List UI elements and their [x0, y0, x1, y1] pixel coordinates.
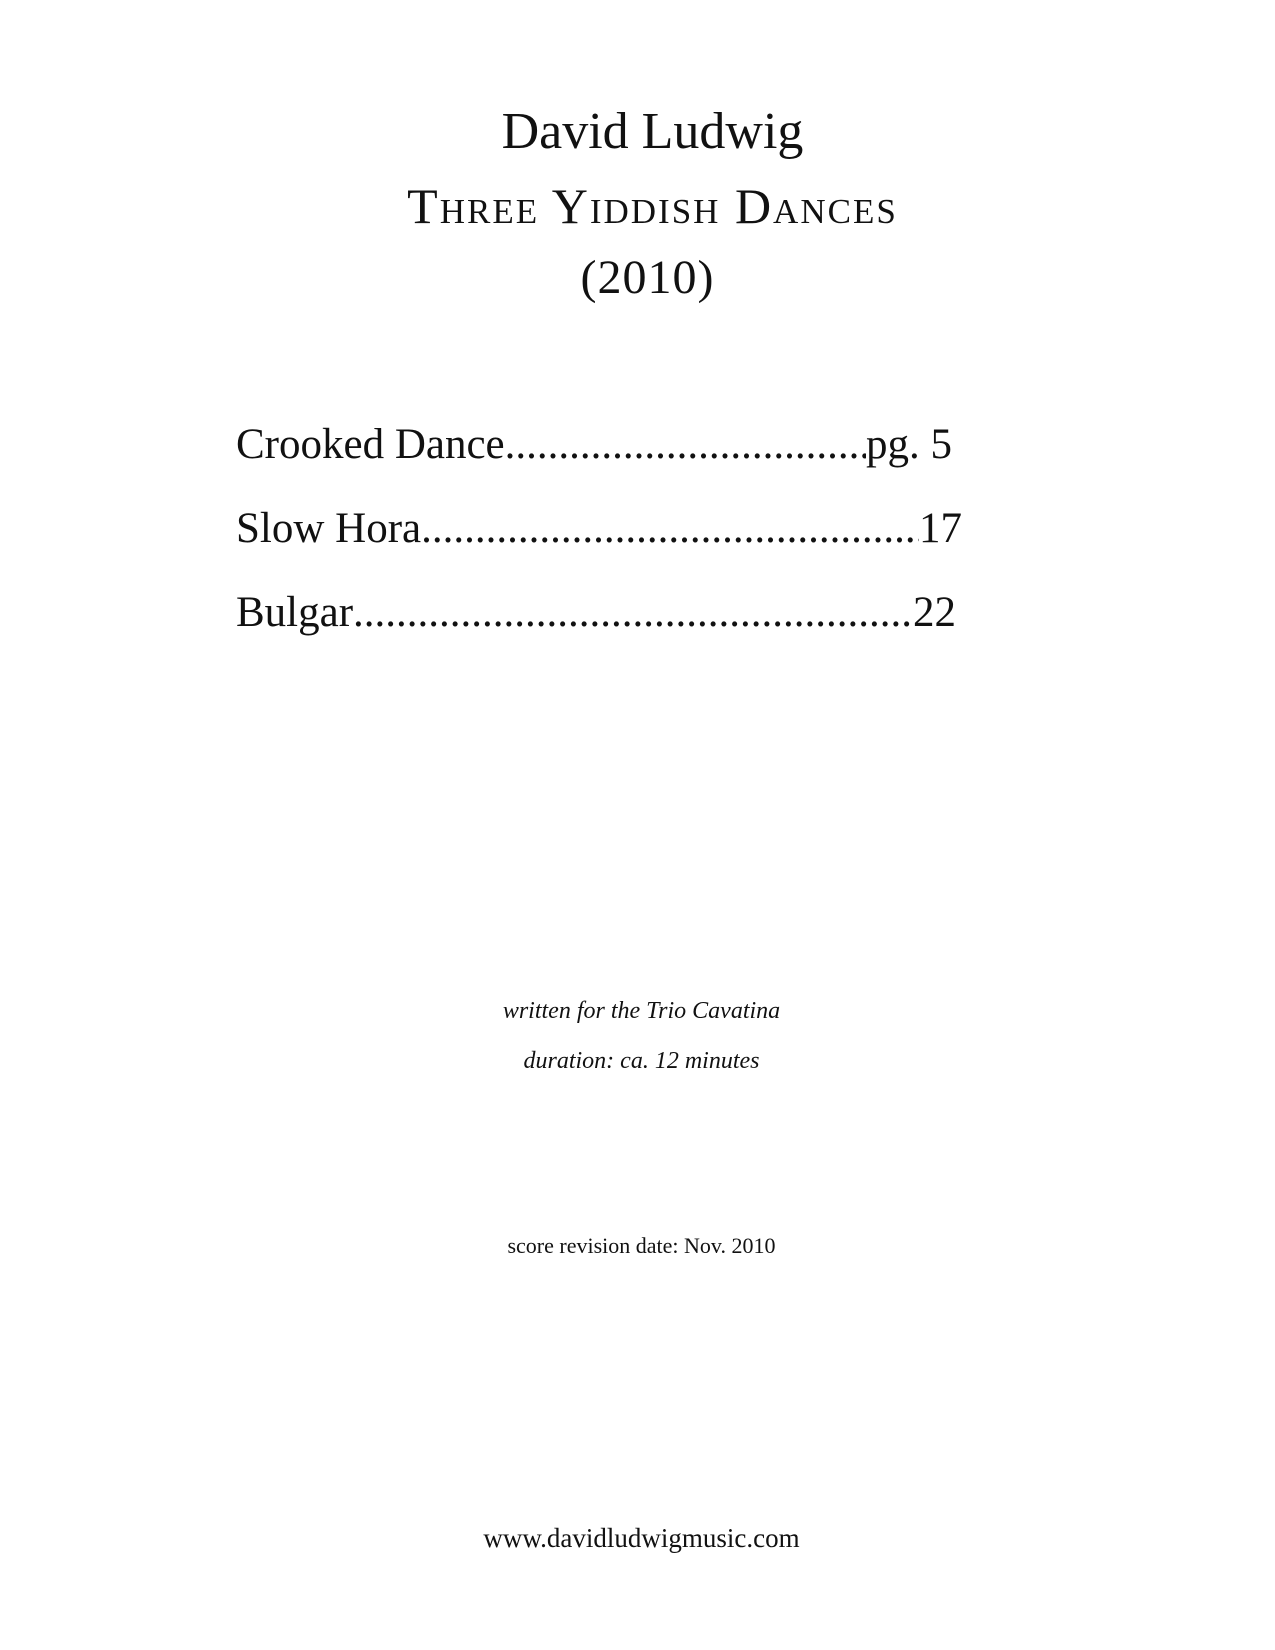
work-title: Three Yiddish Dances	[407, 178, 898, 234]
table-of-contents	[236, 420, 962, 672]
revision-date: score revision date: Nov. 2010	[507, 1233, 776, 1258]
toc-entry-label: Bulgar	[236, 589, 354, 636]
duration-line: duration: ca. 12 minutes	[523, 1048, 760, 1074]
composition-year: (2010)	[580, 251, 715, 304]
toc-entry-crooked-dance	[236, 420, 952, 504]
toc-entry-bulgar	[236, 588, 956, 672]
toc-dot-leader	[505, 420, 866, 470]
toc-entry-page: 17	[919, 505, 962, 552]
toc-entry-label: Slow Hora	[236, 505, 422, 552]
composer-name: David Ludwig	[501, 103, 804, 160]
toc-entry-slow-hora	[236, 504, 962, 588]
toc-entry-page: pg. 5	[866, 421, 952, 468]
toc-dot-leader	[353, 588, 913, 638]
toc-entry-page: 22	[913, 589, 956, 636]
toc-dot-leader	[421, 504, 919, 554]
dedication-line: written for the Trio Cavatina	[502, 998, 781, 1024]
website-url: www.davidludwigmusic.com	[483, 1523, 800, 1553]
toc-entry-label: Crooked Dance	[236, 421, 505, 468]
